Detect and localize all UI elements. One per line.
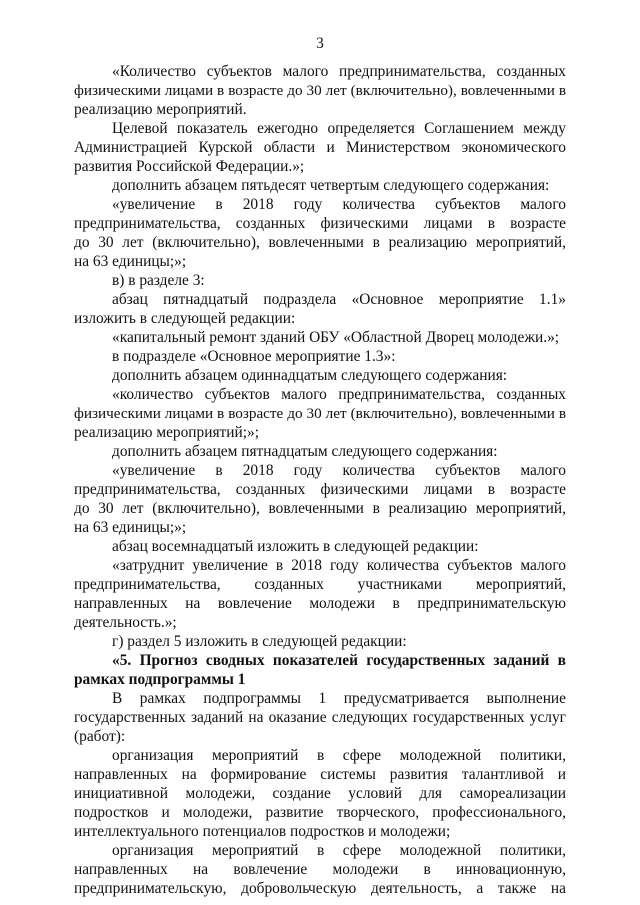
text-line: подростков и молодежи, развитие творческого, профессионального,	[74, 804, 566, 821]
text-line: Целевой показатель ежегодно определяется Соглашением между	[112, 120, 566, 137]
text-line: организация мероприятий в сфере молодежной политики,	[112, 842, 566, 859]
text-line: предпринимательства, созданных физическими лицами в возрасте	[74, 215, 566, 232]
text-line: «капитальный ремонт зданий ОБУ «Областной Дворец молодежи.»;	[112, 329, 560, 346]
text-line: в) в разделе 3:	[112, 272, 205, 289]
text-line: в подразделе «Основное мероприятие 1.3»:	[112, 348, 396, 365]
text-line: В рамках подпрограммы 1 предусматривается выполнение	[112, 690, 566, 707]
section-heading-line: «5. Прогноз сводных показателей государственных заданий в	[112, 652, 566, 669]
text-line: физическими лицами в возрасте до 30 лет (включительно), вовлеченными в	[74, 405, 566, 422]
text-line: реализацию мероприятий;»;	[74, 424, 259, 441]
text-line: направленных на формирование системы развития талантливой и	[74, 766, 566, 783]
text-line: государственных заданий на оказание следующих государственных услуг	[74, 709, 566, 726]
text-line: Администрацией Курской области и Министерством экономического	[74, 139, 566, 156]
text-line: инициативной молодежи, создание условий для самореализации	[74, 785, 566, 802]
text-line: абзац пятнадцатый подраздела «Основное мероприятие 1.1»	[112, 291, 566, 308]
text-line: развития Российской Федерации.»;	[74, 158, 305, 175]
text-line: предпринимательства, созданных участниками мероприятий,	[74, 576, 566, 593]
section-heading-line: рамках подпрограммы 1	[74, 671, 246, 688]
page-number: 3	[316, 35, 324, 52]
text-line: дополнить абзацем пятьдесят четвертым следующего содержания:	[112, 177, 550, 194]
text-line: деятельность.»;	[74, 614, 177, 631]
text-line: дополнить абзацем одиннадцатым следующего содержания:	[112, 367, 508, 384]
text-line: (работ):	[74, 728, 126, 745]
text-line: предпринимательства, созданных физическими лицами в возрасте	[74, 481, 566, 498]
document-body	[74, 62, 566, 898]
text-line: абзац восемнадцатый изложить в следующей редакции:	[112, 538, 479, 555]
text-line: изложить в следующей редакции:	[74, 310, 296, 327]
text-line: реализацию мероприятий.	[74, 101, 247, 118]
text-line: интеллектуального потенциалов подростков и молодежи;	[74, 823, 451, 840]
text-line: «затруднит увеличение в 2018 году количества субъектов малого	[112, 557, 566, 574]
text-line: «количество субъектов малого предпринимательства, созданных	[112, 386, 566, 403]
text-line: направленных на вовлечение молодежи в инновационную,	[74, 861, 566, 878]
text-line: «увеличение в 2018 году количества субъектов малого	[112, 196, 566, 213]
text-line: на 63 единицы;»;	[74, 519, 187, 536]
text-line: организация мероприятий в сфере молодежной политики,	[112, 747, 566, 764]
text-line: дополнить абзацем пятнадцатым следующего содержания:	[112, 443, 498, 460]
text-line: до 30 лет (включительно), вовлеченными в реализацию мероприятий,	[74, 234, 566, 251]
text-line: предпринимательскую, добровольческую деятельность, а также на	[74, 880, 566, 897]
text-line: г) раздел 5 изложить в следующей редакции:	[112, 633, 407, 650]
text-line: «Количество субъектов малого предпринимательства, созданных	[112, 63, 566, 80]
text-line: направленных на вовлечение молодежи в предпринимательскую	[74, 595, 566, 612]
text-line: на 63 единицы;»;	[74, 253, 187, 270]
text-line: физическими лицами в возрасте до 30 лет (включительно), вовлеченными в	[74, 82, 566, 99]
text-line: «увеличение в 2018 году количества субъектов малого	[112, 462, 566, 479]
text-line: до 30 лет (включительно), вовлеченными в реализацию мероприятий,	[74, 500, 566, 517]
